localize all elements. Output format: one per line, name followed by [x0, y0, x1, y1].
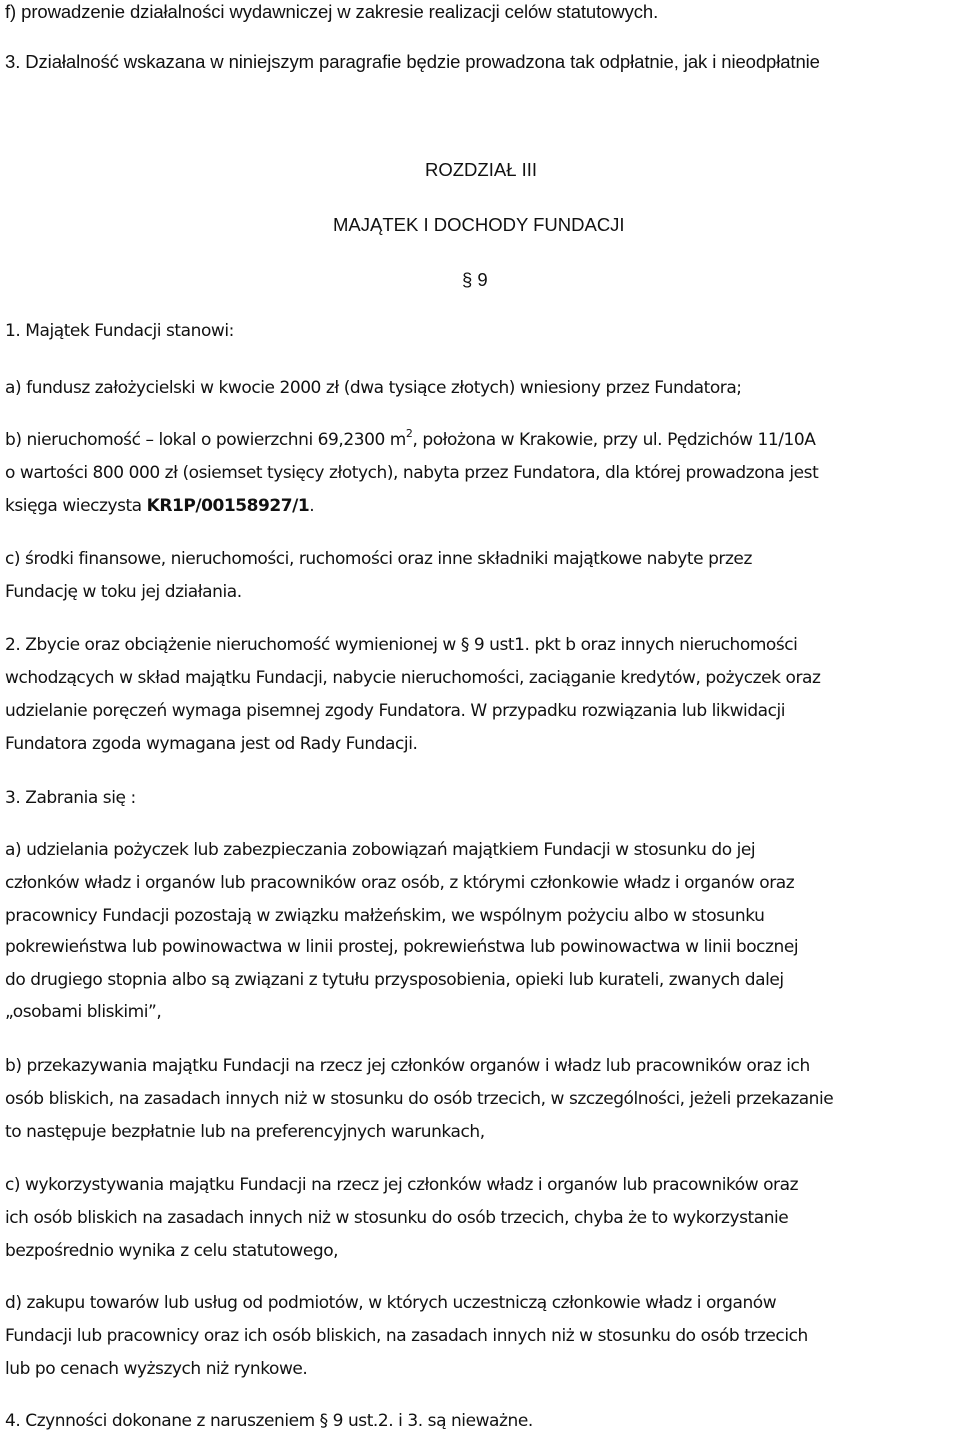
- section-1-item-b-line-2: o wartości 800 000 zł (osiemset tysięcy złotych), nabyta przez Fundatora, dla której prowadzona jest: [5, 463, 819, 483]
- section-3-item-a-line-3: pracownicy Fundacji pozostają w związku małżeńskim, we wspólnym pożyciu albo w stosunku: [5, 906, 765, 926]
- section-2-line-4: Fundatora zgoda wymagana jest od Rady Fundacji.: [5, 734, 418, 754]
- item-b-text-start: b) nieruchomość – lokal o powierzchni 69,2300 m: [5, 430, 406, 450]
- section-3-item-d-line-2: Fundacji lub pracownicy oraz ich osób bliskich, na zasadach innych niż w stosunku do osób trzecich: [5, 1326, 808, 1346]
- section-1-item-c-line-1: c) środki finansowe, nieruchomości, ruchomości oraz inne składniki majątkowe nabyte przez: [5, 549, 752, 569]
- section-2-line-2: wchodzących w skład majątku Fundacji, nabycie nieruchomości, zaciąganie kredytów, pożyczek oraz: [5, 668, 821, 688]
- section-3-item-a-line-6: „osobami bliskimi”,: [5, 1002, 162, 1022]
- list-item-f: f) prowadzenie działalności wydawniczej w zakresie realizacji celów statutowych.: [5, 1, 659, 22]
- item-b-text-end: , położona w Krakowie, przy ul. Pędzichów 11/10A: [412, 430, 816, 450]
- chapter-title: MAJĄTEK I DOCHODY FUNDACJI: [333, 214, 625, 235]
- paragraph-mark: § 9: [462, 269, 488, 290]
- section-2-line-1: 2. Zbycie oraz obciążenie nieruchomość wymienionej w § 9 ust1. pkt b oraz innych nieruchomości: [5, 635, 798, 655]
- chapter-heading: ROZDZIAŁ III: [425, 159, 538, 180]
- land-register-number: KR1P/00158927/1: [146, 496, 310, 516]
- section-3-item-d-line-3: lub po cenach wyższych niż rynkowe.: [5, 1359, 308, 1379]
- section-3-item-a-line-1: a) udzielania pożyczek lub zabezpieczania zobowiązań majątkiem Fundacji w stosunku do jej: [5, 840, 756, 860]
- paragraph-3-text: 3. Działalność wskazana w niniejszym paragrafie będzie prowadzona tak odpłatnie, jak i nieodpłatnie: [5, 51, 820, 72]
- section-2-line-3: udzielanie poręczeń wymaga pisemnej zgody Fundatora. W przypadku rozwiązania lub likwidacji: [5, 701, 786, 721]
- section-1-item-a: a) fundusz założycielski w kwocie 2000 zł (dwa tysiące złotych) wniesiony przez Fundatora;: [5, 378, 742, 398]
- section-3-item-d-line-1: d) zakupu towarów lub usług od podmiotów, w których uczestniczą członkowie władz i organów: [5, 1293, 777, 1313]
- section-3-item-b-line-3: to następuje bezpłatnie lub na preferencyjnych warunkach,: [5, 1122, 485, 1142]
- section-1-intro: 1. Majątek Fundacji stanowi:: [5, 321, 234, 341]
- section-3-item-c-line-2: ich osób bliskich na zasadach innych niż w stosunku do osób trzecich, chyba że to wykorzystanie: [5, 1208, 789, 1228]
- superscript-2: 2: [405, 427, 413, 440]
- section-4-text: 4. Czynności dokonane z naruszeniem § 9 ust.2. i 3. są nieważne.: [5, 1411, 533, 1431]
- section-1-item-c-line-2: Fundację w toku jej działania.: [5, 582, 242, 602]
- period: .: [309, 496, 315, 516]
- section-3-item-c-line-1: c) wykorzystywania majątku Fundacji na rzecz jej członków władz i organów lub pracowników oraz: [5, 1175, 799, 1195]
- land-register-label: księga wieczysta: [5, 496, 147, 516]
- section-3-item-b-line-1: b) przekazywania majątku Fundacji na rzecz jej członków organów i władz lub pracowników oraz ich: [5, 1056, 810, 1076]
- section-3-item-a-line-5: do drugiego stopnia albo są związani z tytułu przysposobienia, opieki lub kurateli, zwanych dalej: [5, 970, 784, 990]
- section-1-item-b-line-3: [5, 495, 314, 517]
- section-3-item-a-line-2: członków władz i organów lub pracowników oraz osób, z którymi członkowie władz i organów oraz: [5, 873, 795, 893]
- section-3-item-a-line-4: pokrewieństwa lub powinowactwa w linii prostej, pokrewieństwa lub powinowactwa w linii bocznej: [5, 937, 799, 957]
- section-3-item-c-line-3: bezpośrednio wynika z celu statutowego,: [5, 1241, 339, 1261]
- section-1-item-b-line-1: [5, 429, 815, 451]
- section-3-intro: 3. Zabrania się :: [5, 788, 136, 808]
- section-3-item-b-line-2: osób bliskich, na zasadach innych niż w stosunku do osób trzecich, w szczególności, jeżeli przekazanie: [5, 1089, 834, 1109]
